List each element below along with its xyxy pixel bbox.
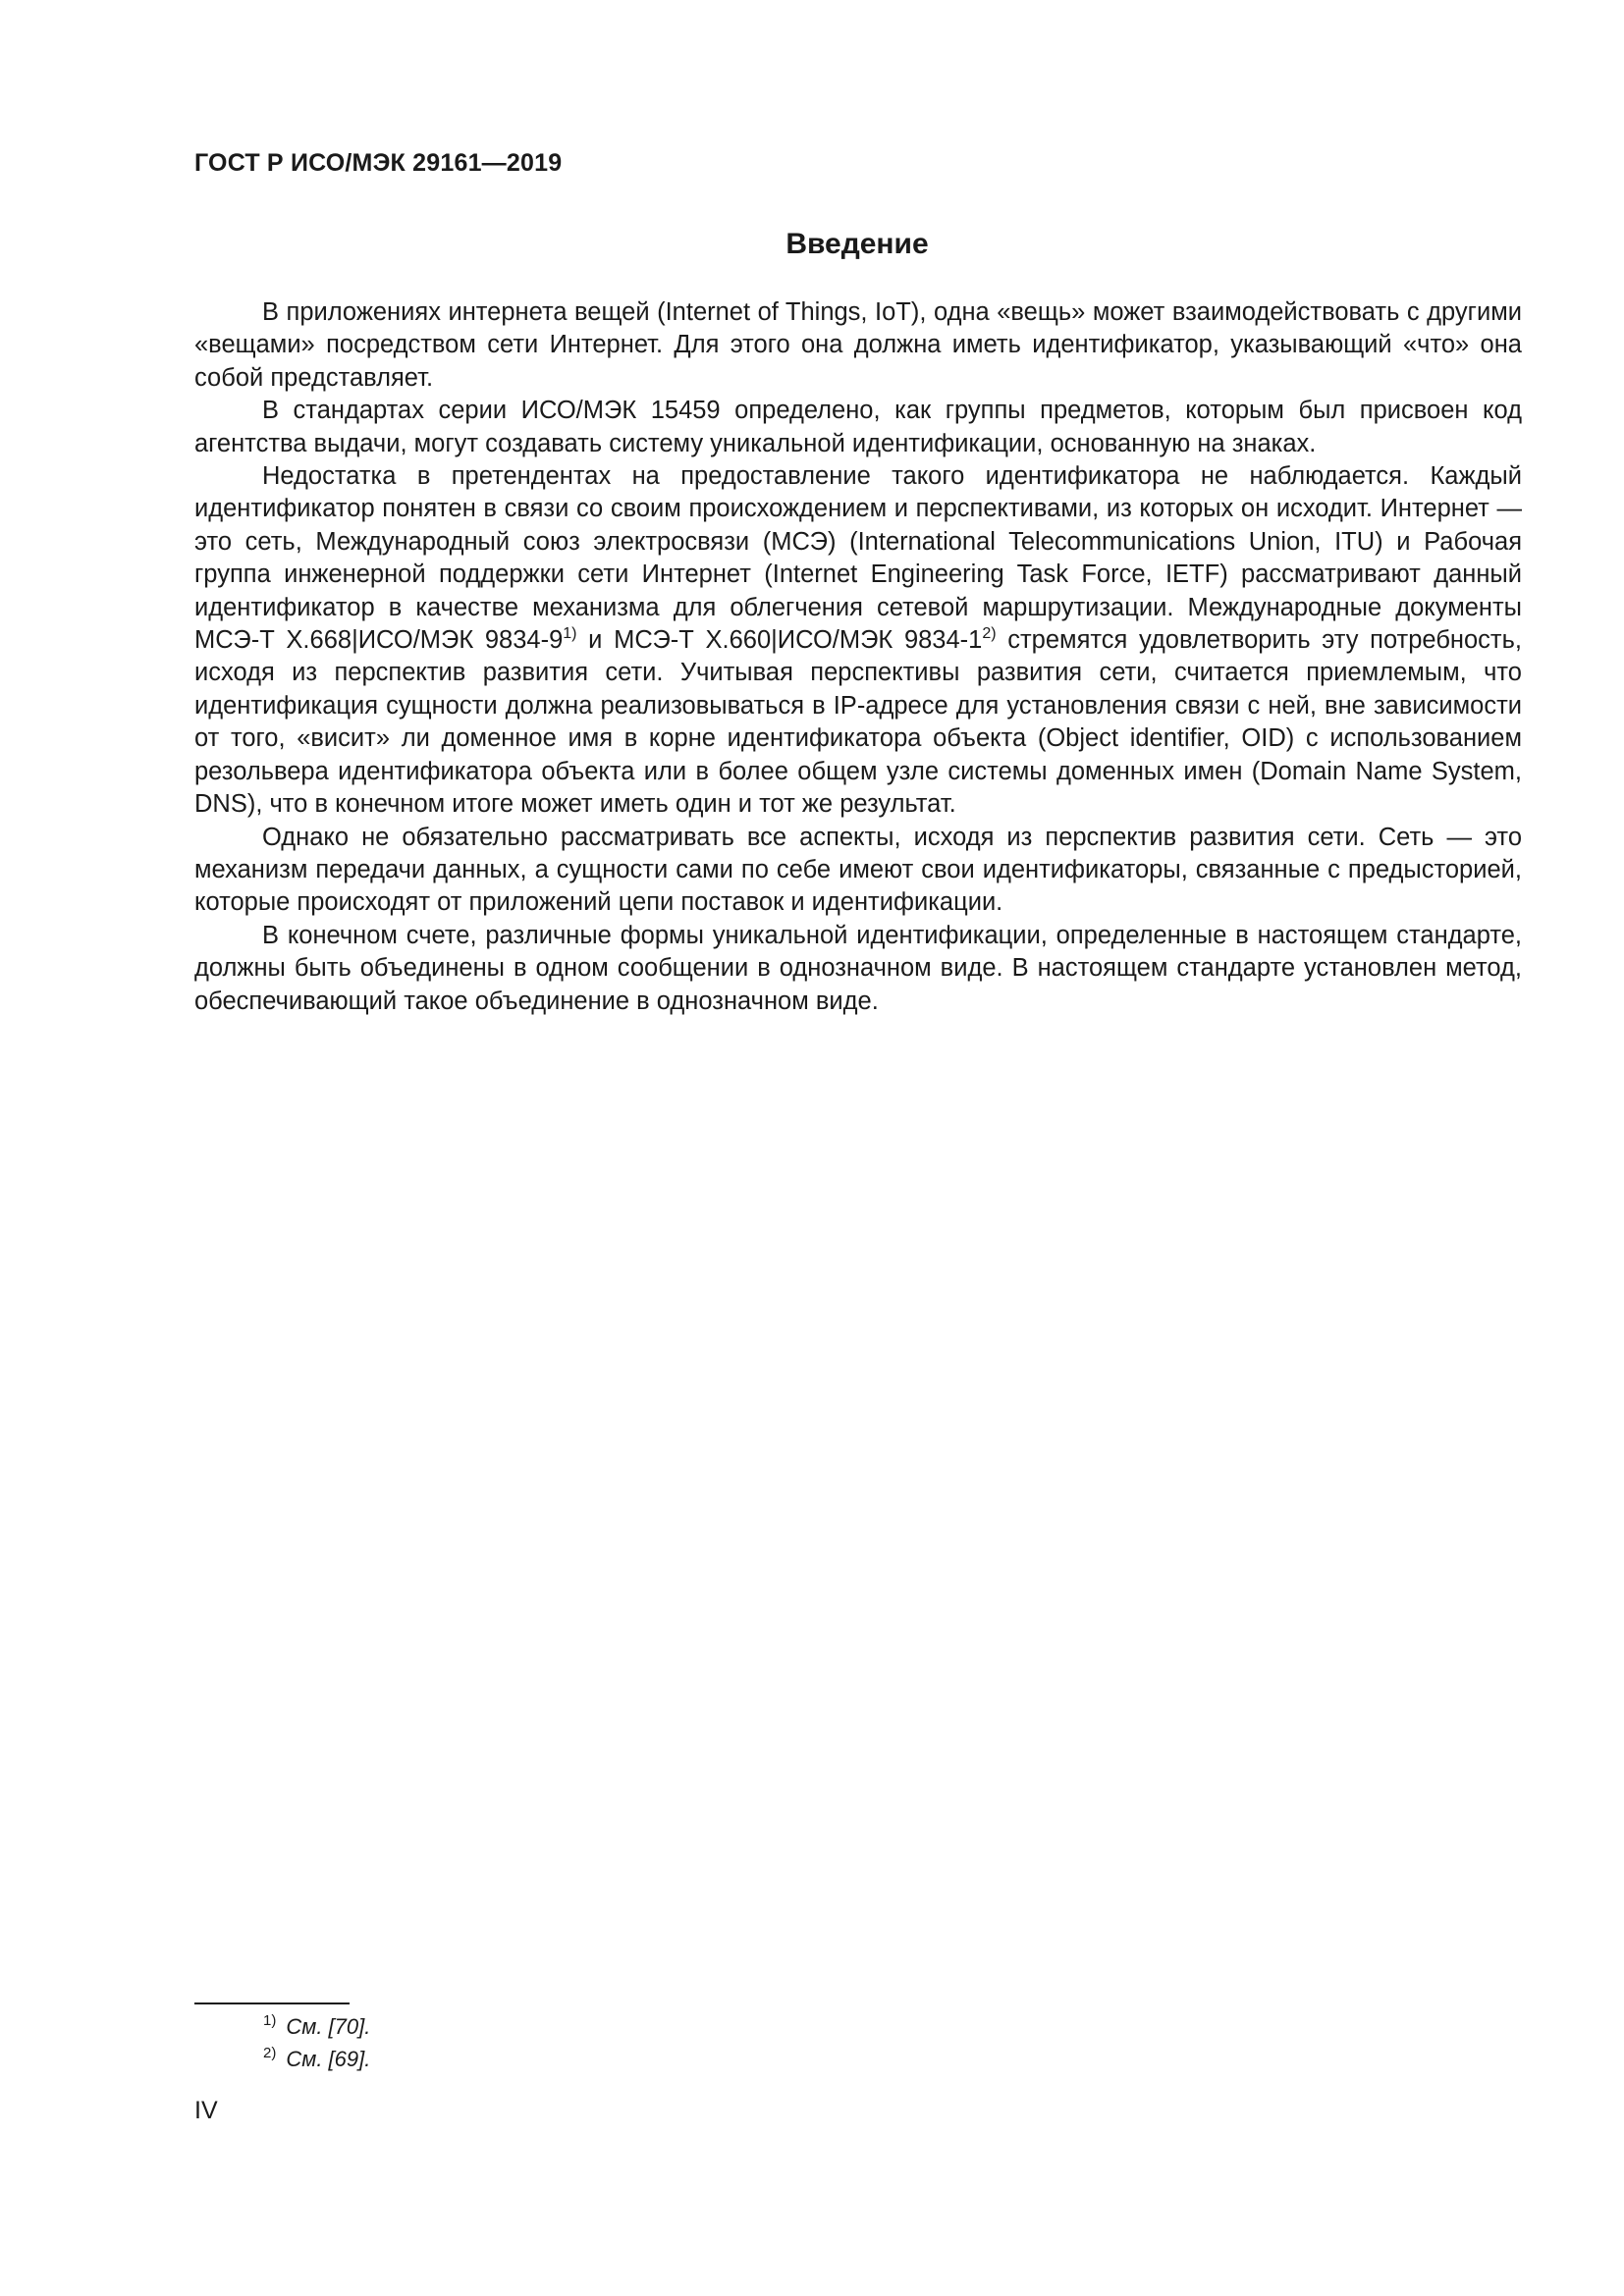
paragraph-text: Однако не обязательно рассматривать все аспекты, исходя из перспектив развития сети. Сеть — это механизм передачи данных, а сущности сами по себе имеют свои идентификаторы, связанные с предысторией, которые происходят от приложений цепи поставок и идентификации. — [194, 823, 1522, 917]
footnote-text: См. [69]. — [286, 2047, 371, 2071]
section-title: Введение — [785, 228, 929, 260]
page-number: IV — [194, 2097, 218, 2124]
paragraph-text: В стандартах серии ИСО/МЭК 15459 определено, как группы предметов, которым был присвоен код агентства выдачи, могут создавать систему уникальной идентификации, основанную на знаках. — [194, 397, 1522, 457]
paragraph-text: В конечном счете, различные формы уникальной идентификации, определенные в настоящем стандарте, должны быть объединены в одном сообщении в однозначном виде. В настоящем стандарте установлен метод, обеспечивающий такое объединение в однозначном виде. — [194, 921, 1522, 1015]
paragraph-iot — [194, 296, 1522, 395]
footnote-mark: 1) — [263, 2012, 277, 2029]
body-text — [194, 296, 1522, 1018]
paragraph-text: Недостатка в претендентах на предоставление такого идентификатора не наблюдается. Каждый идентификатор понятен в связи со своим происхождением и перспективами, из которых он исходит. Интернет — это сеть, Международный союз электросвязи (МСЭ) (International Telecommunications Union, ITU) и Рабочая группа инженерной поддержки сети Интернет (Internet Engineering Task Force, IETF) рассматривают данный идентификатор в качестве механизма для облегчения сетевой маршрутизации. Международные документы МСЭ-Т X.668|ИСО/МЭК 9834-9 — [194, 462, 1522, 655]
paragraph-text: стремятся удовлетворить эту потребность, исходя из перспектив развития сети. Учитывая перспективы развития сети, считается приемлемым, что идентификация сущности должна реализовываться в IP-адресе для установления связи с ней, вне зависимости от того, «висит» ли доменное имя в корне идентификатора объекта (Object identifier, OID) с использованием резольвера идентификатора объекта или в более общем узле системы доменных имен (Domain Name System, DNS), что в конечном итоге может иметь один и тот же результат. — [194, 626, 1522, 819]
paragraph-network — [194, 822, 1522, 920]
footnote-divider — [194, 2002, 350, 2004]
footnote-ref-2: 2) — [982, 625, 997, 643]
footnote-ref-1: 1) — [563, 625, 577, 643]
footnote-text: См. [70]. — [286, 2014, 371, 2039]
paragraph-conclusion — [194, 920, 1522, 1018]
paragraph-iso-15459 — [194, 395, 1522, 460]
paragraph-text: и МСЭ-Т X.660|ИСО/МЭК 9834-1 — [576, 626, 983, 655]
footnote-mark: 2) — [263, 2045, 277, 2061]
footnotes — [263, 2010, 370, 2075]
footnote-2 — [263, 2043, 370, 2075]
document-code: ГОСТ Р ИСО/МЭК 29161—2019 — [194, 149, 563, 177]
paragraph-text: В приложениях интернета вещей (Internet of Things, IoT), одна «вещь» может взаимодействовать с другими «вещами» посредством сети Интернет. Для этого она должна иметь идентификатор, указывающий «что» она собой представляет. — [194, 298, 1522, 392]
paragraph-identifiers — [194, 460, 1522, 821]
footnote-1 — [263, 2010, 370, 2043]
